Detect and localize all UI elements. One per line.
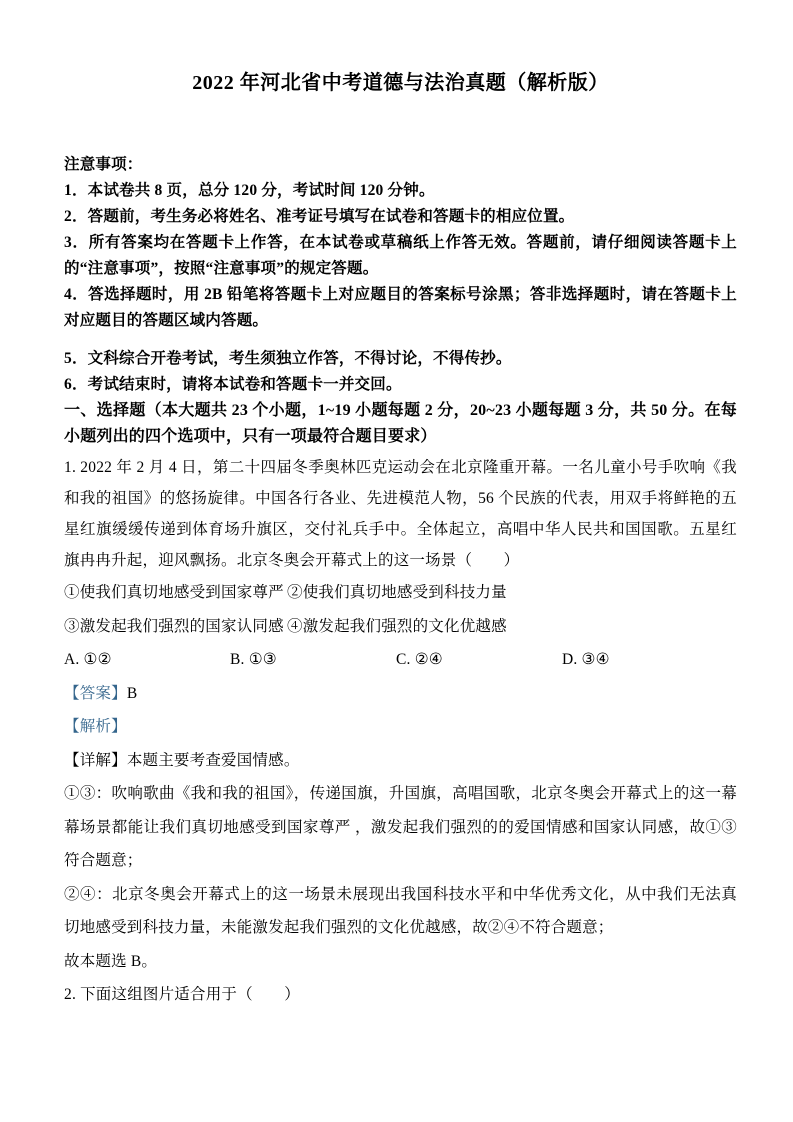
notice-item-2: 2．答题前，考生务必将姓名、准考证号填写在试卷和答题卡的相应位置。	[64, 208, 575, 225]
conclusion: 故本题选 B。	[64, 952, 158, 970]
statement-3: ③激发起我们强烈的国家认同感	[64, 617, 284, 635]
answer-line	[64, 677, 737, 711]
question-1-stem: 1. 2022 年 2 月 4 日，第二十四届冬季奥林匹克运动会在北京隆重开幕。一名儿童小号手吹响《我和我的祖国》的悠扬旋律。中国各行各业、先进模范人物，56 个民族的代表，用双手将鲜艳的五星红旗缓缓传递到体育场升旗区，交付礼兵手中。全体起立，高唱中华人民共和国国歌。五星红旗冉冉升起，迎风飘扬。北京冬奥会开幕式上的这一场景（ ）	[64, 459, 737, 569]
answer-value: B	[126, 684, 138, 702]
option-c: C. ②④	[396, 651, 443, 668]
detail-point-2: ②④：北京冬奥会开幕式上的这一场景未展现出我国科技水平和中华优秀文化，从中我们无法真切地感受到科技力量，未能激发起我们强烈的文化优越感，故②④不符合题意；	[64, 885, 737, 936]
answer-label: 【答案】	[64, 684, 127, 702]
analysis-label: 【解析】	[64, 718, 127, 735]
option-a: A. ①②	[64, 651, 112, 668]
notice-item-1: 1．本试卷共 8 页，总分 120 分，考试时间 120 分钟。	[64, 182, 435, 199]
statement-4: ④激发起我们强烈的文化优越感	[287, 617, 507, 635]
section-heading: 一、选择题（本大题共 23 个小题，1~19 小题每题 2 分，20~23 小题每题 3 分，共 50 分。在每小题列出的四个选项中，只有一项最符合题目要求）	[64, 402, 737, 445]
page-title: 2022 年河北省中考道德与法治真题（解析版）	[192, 72, 609, 94]
question-2-stem: 2. 下面这组图片适合用于（ ）	[64, 986, 300, 1003]
statement-row-1	[64, 576, 737, 610]
notice-item-4: 4．答选择题时，用 2B 铅笔将答题卡上对应题目的答案标号涂黑；答非选择题时，请在答题卡上对应题目的答题区域内答题。	[64, 286, 737, 329]
notice-section	[64, 152, 737, 398]
notice-heading: 注意事项：	[64, 156, 143, 173]
detail-line	[64, 744, 737, 778]
options-row	[64, 643, 737, 677]
statement-1: ①使我们真切地感受到国家尊严	[64, 584, 284, 601]
option-d: D. ③④	[562, 651, 610, 668]
statement-row-2	[64, 610, 737, 644]
notice-item-6: 6．考试结束时，请将本试卷和答题卡一并交回。	[64, 376, 402, 393]
detail-label: 【详解】	[64, 751, 127, 769]
notice-item-5: 5．文科综合开卷考试，考生须独立作答，不得讨论，不得传抄。	[64, 350, 512, 367]
question-1-body	[64, 576, 737, 1012]
notice-item-3: 3．所有答案均在答题卡上作答，在本试卷或草稿纸上作答无效。答题前，请仔细阅读答题卡上的“注意事项”，按照“注意事项”的规定答题。	[64, 234, 737, 277]
detail-point-1: ①③：吹响歌曲《我和我的祖国》，传递国旗，升国旗，高唱国歌，北京冬奥会开幕式上的这一幕幕场景都能让我们真切地感受到国家尊严 ，激发起我们强烈的的爱国情感和国家认同感，故①③符合题意；	[64, 785, 737, 869]
statement-2: ②使我们真切地感受到科技力量	[287, 584, 507, 601]
detail-intro: 本题主要考查爱国情感。	[126, 751, 300, 769]
option-b: B. ①③	[230, 651, 277, 668]
